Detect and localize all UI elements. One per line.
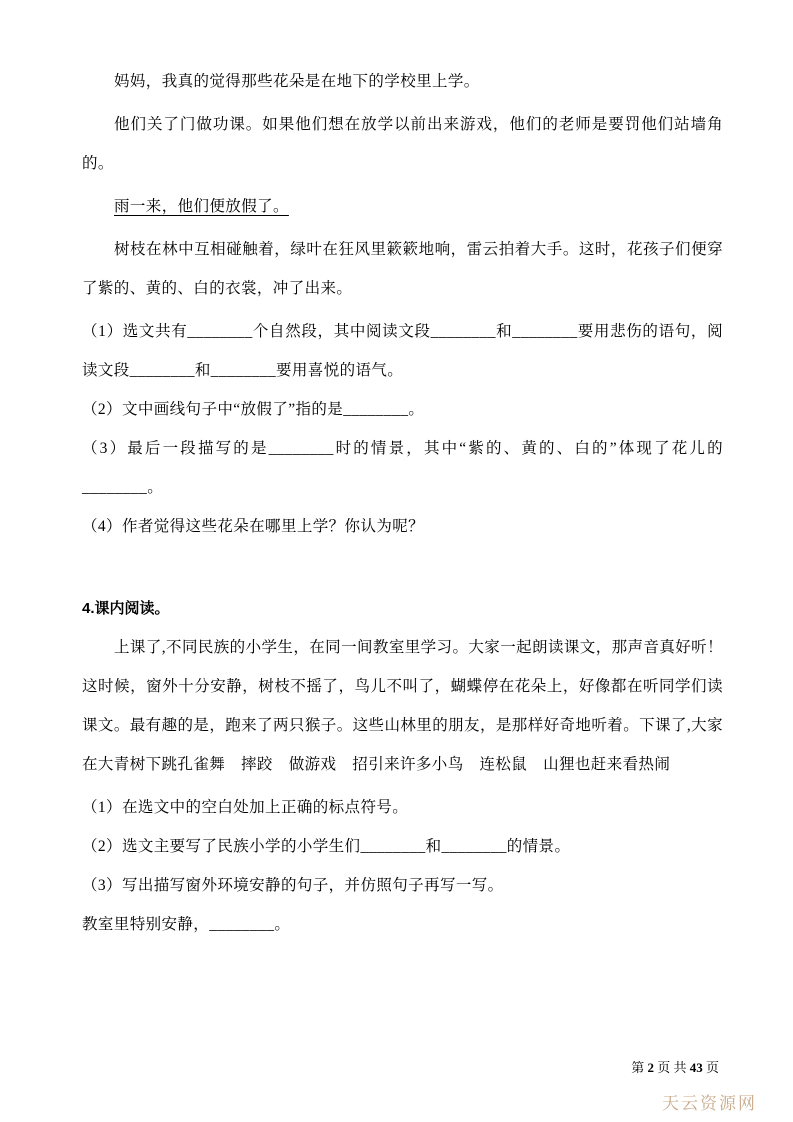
footer-middle: 页 共 <box>657 1060 687 1075</box>
answer-line: 教室里特别安静，________。 <box>82 916 291 933</box>
section-body-text: 上课了,不同民族的小学生，在同一间教室里学习。大家一起朗读课文，那声音真好听！这时候，窗外十分安静，树枝不摇了，鸟儿不叫了，蝴蝶停在花朵上，好像都在听同学们读课文。最有趣的是，跑来了两只猴子。这些山林里的朋友，是那样好奇地听着。下课了,大家在大青树下跳孔雀舞 摔跤 做游戏 招引来许多小鸟 连松鼠 山狸也赶来看热闹 <box>82 639 723 773</box>
question-item: （3）写出描写窗外环境安静的句子，并仿照句子再写一写。 <box>82 877 504 894</box>
question-item: （3）最后一段描写的是________时的情景，其中“紫的、黄的、白的”体现了花儿的________。 <box>82 440 723 496</box>
question-item: （2）文中画线句子中“放假了”指的是________。 <box>82 401 425 418</box>
footer-suffix: 页 <box>705 1060 719 1075</box>
question-item: （1）在选文中的空白处加上正确的标点符号。 <box>82 799 409 816</box>
footer-total-pages: 43 <box>689 1060 703 1075</box>
question-item: （4）作者觉得这些花朵在哪里上学？你认为呢？ <box>82 518 425 535</box>
page-footer <box>0 1057 793 1076</box>
watermark: 天云资源网 <box>662 1094 757 1113</box>
question-item: （2）选文主要写了民族小学的小学生们________和________的情景。 <box>82 838 571 855</box>
section-spacer <box>82 546 723 592</box>
paragraph: 妈妈，我真的觉得那些花朵是在地下的学校里上学。 <box>114 73 480 90</box>
paragraph: 树枝在林中互相碰触着，绿叶在狂风里簌簌地响，雷云拍着大手。这时，花孩子们便穿了紫的、黄的、白的衣裳，冲了出来。 <box>82 241 723 297</box>
question-item: （1）选文共有________个自然段，其中阅读文段________和________要用悲伤的语句，阅读文段________和________要用喜悦的语气。 <box>82 323 723 379</box>
footer-current-page: 2 <box>647 1060 654 1075</box>
paragraph: 他们关了门做功课。如果他们想在放学以前出来游戏，他们的老师是要罚他们站墙角的。 <box>82 116 723 172</box>
paragraph-underlined <box>82 187 723 226</box>
underlined-sentence: 雨一来，他们便放假了。 <box>114 198 289 215</box>
footer-prefix: 第 <box>631 1060 645 1075</box>
section-heading: 4.课内阅读。 <box>82 600 170 617</box>
